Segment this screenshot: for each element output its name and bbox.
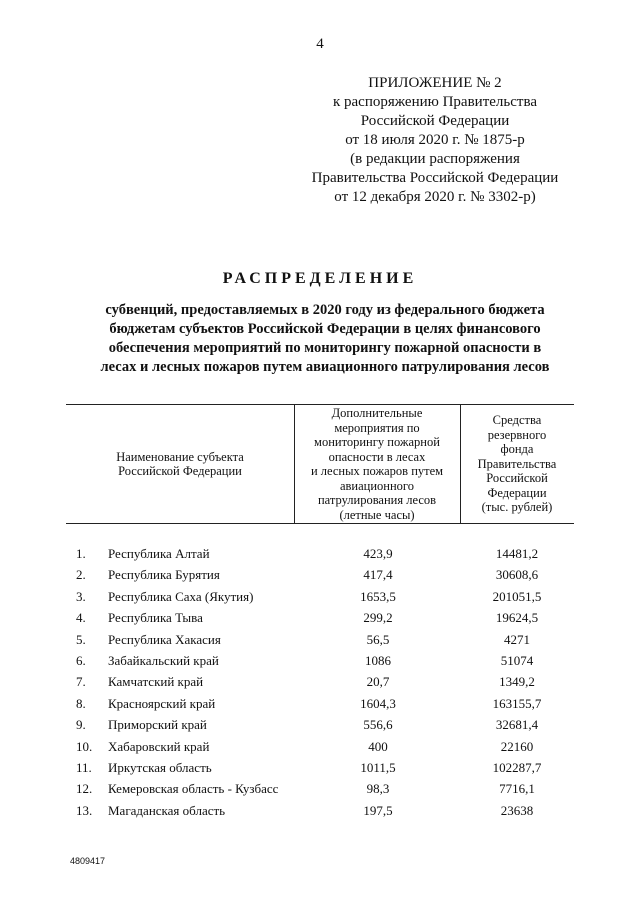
header-line: Российской Федерации (118, 464, 242, 478)
header-line: патрулирования лесов (317, 493, 437, 507)
row-number: 8. (76, 695, 86, 711)
reserve-funds: 1349,2 (499, 674, 535, 690)
appendix-block (300, 74, 570, 207)
appendix-line: ПРИЛОЖЕНИЕ № 2 (368, 75, 502, 91)
flight-hours: 1086 (365, 652, 391, 668)
table-row (66, 758, 574, 779)
appendix-line: Правительства Российской Федерации (311, 170, 559, 186)
header-line: (тыс. рублей) (481, 500, 553, 515)
row-number: 12. (76, 781, 93, 797)
header-line: мониторингу пожарной (314, 435, 440, 449)
table-row (66, 630, 574, 651)
document-title: РАСПРЕДЕЛЕНИЕ (222, 270, 418, 287)
flight-hours: 20,7 (366, 674, 390, 690)
header-line: Федерации (487, 485, 547, 500)
table-row (66, 672, 574, 693)
subtitle-line: бюджетам субъектов Российской Федерации в целях финансового (109, 321, 541, 337)
reserve-funds: 14481,2 (495, 546, 539, 561)
header-line: опасности в лесах (328, 449, 426, 464)
row-number: 13. (76, 802, 93, 818)
row-number: 3. (76, 588, 86, 604)
header-line: Российской (486, 471, 548, 486)
header-line: и лесных пожаров путем (310, 464, 444, 478)
region-name: Республика Алтай (108, 546, 210, 561)
appendix-line: (в редакции распоряжения (350, 151, 520, 167)
table-row (66, 779, 574, 800)
reserve-funds: 23638 (500, 802, 534, 818)
flight-hours: 1011,5 (360, 759, 396, 775)
table-row (66, 715, 574, 736)
flight-hours: 1653,5 (360, 588, 396, 604)
flight-hours: 423,9 (363, 546, 393, 561)
reserve-funds: 32681,4 (495, 717, 539, 733)
header-line: Средства (492, 413, 542, 428)
region-name: Республика Бурятия (108, 567, 220, 583)
appendix-line: от 18 июля 2020 г. № 1875-р (345, 132, 525, 148)
appendix-line: к распоряжению Правительства (332, 94, 537, 110)
subtitle-line: лесах и лесных пожаров путем авиационного патрулирования лесов (100, 359, 550, 375)
reserve-funds: 30608,6 (495, 567, 539, 583)
reserve-funds: 51074 (500, 652, 534, 668)
flight-hours: 98,3 (366, 781, 390, 797)
reserve-funds: 4271 (504, 631, 530, 647)
reserve-funds: 102287,7 (492, 759, 542, 775)
table-body (66, 544, 574, 822)
header-region-name (66, 405, 294, 523)
row-number: 7. (76, 674, 86, 690)
region-name: Приморский край (108, 717, 207, 733)
subtitle-line: субвенций, предоставляемых в 2020 году из федерального бюджета (105, 302, 545, 318)
flight-hours: 417,4 (363, 567, 393, 583)
table-row (66, 801, 574, 822)
flight-hours: 56,5 (366, 631, 390, 647)
row-number: 9. (76, 717, 86, 733)
region-name: Красноярский край (108, 695, 216, 711)
document-subtitle (70, 301, 580, 377)
region-name: Республика Саха (Якутия) (108, 588, 254, 604)
row-number: 5. (76, 631, 86, 647)
row-number: 4. (76, 610, 86, 626)
flight-hours: 1604,3 (360, 695, 396, 711)
header-reserve-funds (460, 405, 574, 523)
flight-hours: 197,5 (363, 802, 393, 818)
appendix-line: Российской Федерации (360, 113, 510, 129)
header-line: (летные часы) (339, 507, 415, 522)
region-name: Иркутская область (108, 759, 212, 775)
row-number: 2. (76, 567, 86, 583)
region-name: Республика Тыва (108, 610, 203, 626)
document-code: 4809417 (70, 856, 106, 866)
header-line: Наименование субъекта (116, 449, 244, 464)
row-number: 1. (76, 546, 86, 561)
page-number: 4 (316, 36, 324, 52)
subtitle-line: обеспечения мероприятий по мониторингу пожарной опасности в (108, 340, 542, 356)
table-row (66, 608, 574, 629)
table-row (66, 544, 574, 565)
flight-hours: 299,2 (363, 610, 393, 626)
table-row (66, 694, 574, 715)
header-flight-hours (294, 405, 460, 523)
row-number: 11. (76, 759, 92, 775)
header-line: Дополнительные (331, 406, 423, 420)
table-row (66, 565, 574, 586)
table-header (66, 404, 574, 524)
region-name: Кемеровская область - Кузбасс (108, 781, 279, 797)
region-name: Камчатский край (108, 674, 204, 690)
reserve-funds: 7716,1 (499, 781, 535, 797)
table-row (66, 737, 574, 758)
table-row (66, 587, 574, 608)
table-row (66, 651, 574, 672)
reserve-funds: 22160 (500, 738, 534, 754)
region-name: Магаданская область (108, 802, 226, 818)
distribution-table (66, 404, 574, 822)
appendix-line: от 12 декабря 2020 г. № 3302-р) (334, 189, 536, 205)
region-name: Республика Хакасия (108, 631, 221, 647)
reserve-funds: 201051,5 (492, 588, 542, 604)
header-line: мероприятия по (334, 420, 420, 435)
region-name: Забайкальский край (108, 652, 219, 668)
region-name: Хабаровский край (108, 738, 210, 754)
flight-hours: 400 (368, 738, 388, 754)
row-number: 10. (76, 738, 93, 754)
header-line: резервного (487, 427, 547, 442)
reserve-funds: 19624,5 (495, 610, 539, 626)
header-line: авиационного (339, 478, 414, 493)
reserve-funds: 163155,7 (492, 695, 542, 711)
row-number: 6. (76, 652, 86, 668)
header-line: Правительства (477, 456, 557, 471)
flight-hours: 556,6 (363, 717, 393, 733)
header-line: фонда (500, 442, 534, 457)
